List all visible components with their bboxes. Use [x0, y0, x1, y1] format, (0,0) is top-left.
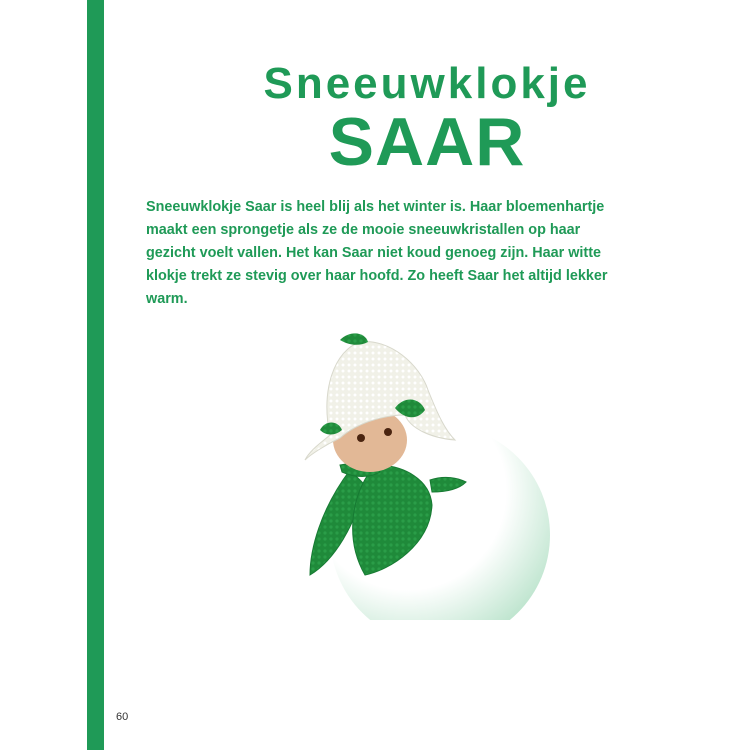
right-eye-shape — [384, 428, 392, 436]
page-number: 60 — [116, 711, 129, 723]
intro-paragraph: Sneeuwklokje Saar is heel blij als het winter is. Haar bloemenhartje maakt een sprongetje als ze de mooie sneeuwkristallen op haar gezicht voelt vallen. Het kan Saar niet koud genoeg zijn. Haar witte klokje trekt ze stevig over haar hoofd. Zo heeft Saar het altijd lekker warm. — [146, 199, 608, 307]
green-side-bar — [87, 0, 104, 750]
title-line-1: Sneeuwklokje — [263, 59, 591, 108]
left-eye-shape — [357, 434, 365, 442]
hat-tip-green — [340, 333, 368, 344]
crochet-doll-illustration — [280, 320, 560, 620]
title-line-2: SAAR — [328, 104, 526, 180]
